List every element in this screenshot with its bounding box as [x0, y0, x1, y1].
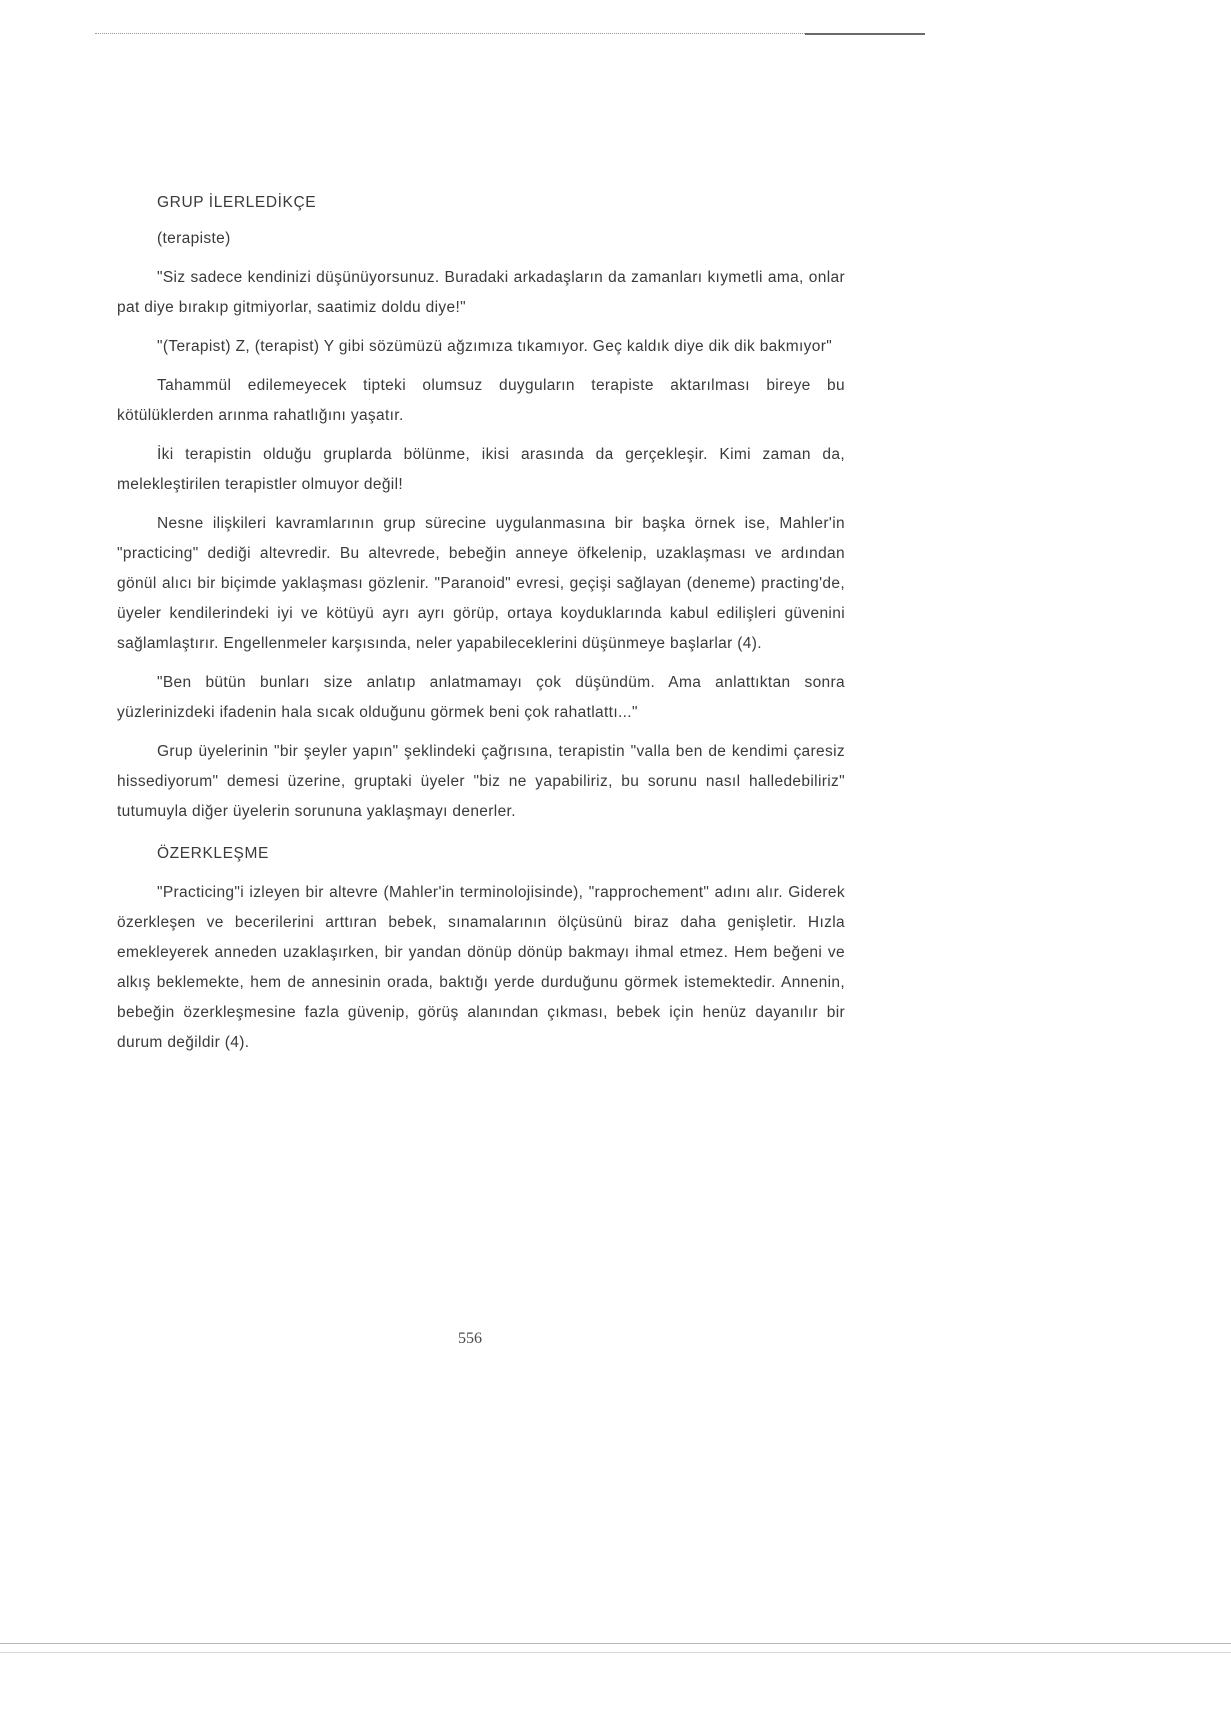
body-paragraph: Grup üyelerinin "bir şeyler yapın" şeklindeki çağrısına, terapistin "valla ben de kendimi çaresiz hissediyorum" demesi üzerine, gruptaki üyeler "biz ne yapabiliriz, bu sorunu nasıl halledebiliriz" tutumuyla diğer üyelerin sorununa yaklaşmayı denerler. — [117, 743, 845, 820]
scan-artifact-top-line — [95, 33, 925, 34]
role-label: (terapiste) — [157, 230, 231, 247]
body-paragraph: "Practicing"i izleyen bir altevre (Mahler'in terminolojisinde), "rapprochement" adını alır. Giderek özerkleşen ve becerilerini arttıran bebek, sınamalarının ölçüsünü biraz daha genişletir. Hızla emekleyerek anneden uzaklaşırken, bir yandan dönüp dönüp bakmayı ihmal etmez. Hem beğeni ve alkış beklemekte, hem de annesinin orada, baktığı yerde durduğunu görmek istemektedir. Annenin, bebeğin özerkleşmesine fazla güvenip, görüş alanından çıkması, bebek için henüz dayanılır bir durum değildir (4). — [117, 884, 845, 1051]
page-number: 556 — [458, 1330, 482, 1347]
document-page — [117, 188, 845, 1058]
quote-paragraph: "Ben bütün bunları size anlatıp anlatmamayı çok düşündüm. Ama anlattıktan sonra yüzlerinizdeki ifadenin hala sıcak olduğunu görmek beni çok rahatlattı..." — [117, 674, 845, 721]
scan-artifact-bottom-line — [0, 1643, 1231, 1644]
section-heading-grup-ilerledikce: GRUP İLERLEDİKÇE — [157, 194, 317, 211]
body-paragraph: İki terapistin olduğu gruplarda bölünme, ikisi arasında da gerçekleşir. Kimi zaman da, melekleştirilen terapistler olmuyor değil! — [117, 446, 845, 493]
quote-paragraph: "Siz sadece kendinizi düşünüyorsunuz. Buradaki arkadaşların da zamanları kıymetli ama, onlar pat diye bırakıp gitmiyorlar, saatimiz doldu diye!" — [117, 269, 845, 316]
body-paragraph: Tahammül edilemeyecek tipteki olumsuz duyguların terapiste aktarılması bireye bu kötülüklerden arınma rahatlığını yaşatır. — [117, 377, 845, 424]
body-paragraph: Nesne ilişkileri kavramlarının grup sürecine uygulanmasına bir başka örnek ise, Mahler'in "practicing" dediği altevredir. Bu altevrede, bebeğin anneye öfkelenip, uzaklaşması ve ardından gönül alıcı bir biçimde yaklaşması gözlenir. "Paranoid" evresi, geçişi sağlayan (deneme) practing'de, üyeler kendilerindeki iyi ve kötüyü ayrı ayrı görüp, ortaya koyduklarında kabul edilişleri güvenini sağlamlaştırır. Engellenmeler karşısında, neler yapabileceklerini düşünmeye başlarlar (4). — [117, 515, 845, 652]
section-heading-ozerklesme: ÖZERKLEŞME — [157, 845, 269, 862]
quote-paragraph: "(Terapist) Z, (terapist) Y gibi sözümüzü ağzımıza tıkamıyor. Geç kaldık diye dik dik bakmıyor" — [157, 338, 833, 355]
scan-artifact-bottom-line — [0, 1652, 1231, 1653]
